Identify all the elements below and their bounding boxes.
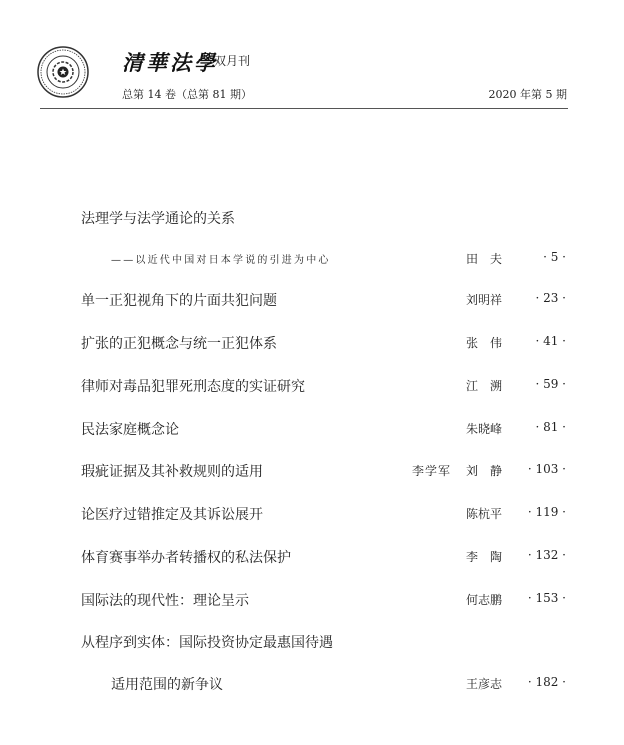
toc-entry[interactable] xyxy=(0,208,624,228)
article-author: 王彦志 xyxy=(466,677,503,691)
toc-entry[interactable] xyxy=(0,290,624,310)
article-title[interactable]: 民法家庭概念论 xyxy=(81,422,179,438)
article-author: 刘 静 xyxy=(466,464,503,478)
article-title[interactable]: 法理学与法学通论的关系 xyxy=(81,211,235,227)
page-number: · 5 · xyxy=(543,250,566,264)
article-author: 江 溯 xyxy=(466,379,503,393)
article-author: 何志鹏 xyxy=(466,593,503,607)
article-author: 张 伟 xyxy=(466,336,503,350)
page-number: · 103 · xyxy=(527,462,566,476)
article-subtitle: ——以近代中国对日本学说的引进为中心 xyxy=(111,255,331,266)
journal-title: 清華法學 xyxy=(122,50,218,75)
page-number: · 182 · xyxy=(527,675,566,689)
article-title[interactable]: 律师对毒品犯罪死刑态度的实证研究 xyxy=(81,379,305,395)
page-number: · 81 · xyxy=(535,420,566,434)
page-number: · 59 · xyxy=(535,377,566,391)
article-title[interactable]: 国际法的现代性：理论呈示 xyxy=(81,593,249,609)
article-author: 李学军 xyxy=(412,464,452,478)
journal-frequency: 双月刊 xyxy=(214,54,251,68)
page-number: · 132 · xyxy=(527,548,566,562)
article-title[interactable]: 单一正犯视角下的片面共犯问题 xyxy=(81,293,277,309)
toc-entry[interactable] xyxy=(0,376,624,396)
page-number: · 23 · xyxy=(535,291,566,305)
article-title[interactable]: 扩张的正犯概念与统一正犯体系 xyxy=(81,336,277,352)
toc-entry-subtitle xyxy=(0,249,624,269)
article-author: 田 夫 xyxy=(466,252,503,266)
issue-info: 2020 年第 5 期 xyxy=(488,88,567,101)
page-number: · 153 · xyxy=(527,591,566,605)
toc-entry[interactable] xyxy=(0,419,624,439)
article-author: 刘明祥 xyxy=(466,293,503,307)
toc-entry[interactable] xyxy=(0,461,624,481)
article-author: 陈杭平 xyxy=(466,507,503,521)
article-title[interactable]: 论医疗过错推定及其诉讼展开 xyxy=(81,507,263,523)
volume-info: 总第 14 卷（总第 81 期） xyxy=(122,88,252,101)
article-title[interactable]: 从程序到实体：国际投资协定最惠国待遇 xyxy=(81,635,333,651)
toc-entry[interactable] xyxy=(0,590,624,610)
article-title[interactable]: 瑕疵证据及其补救规则的适用 xyxy=(81,464,263,480)
toc-entry[interactable] xyxy=(0,333,624,353)
page-number: · 119 · xyxy=(527,505,566,519)
toc-entry-continued[interactable] xyxy=(0,674,624,694)
header-divider xyxy=(40,108,568,109)
toc-entry[interactable] xyxy=(0,632,624,652)
article-author: 李 陶 xyxy=(466,550,503,564)
article-title-line2[interactable]: 适用范围的新争议 xyxy=(111,677,223,693)
university-seal-logo xyxy=(37,46,89,98)
article-title[interactable]: 体育赛事举办者转播权的私法保护 xyxy=(81,550,291,566)
toc-entry[interactable] xyxy=(0,504,624,524)
article-author: 朱晓峰 xyxy=(466,422,503,436)
toc-entry[interactable] xyxy=(0,547,624,567)
page-number: · 41 · xyxy=(535,334,566,348)
